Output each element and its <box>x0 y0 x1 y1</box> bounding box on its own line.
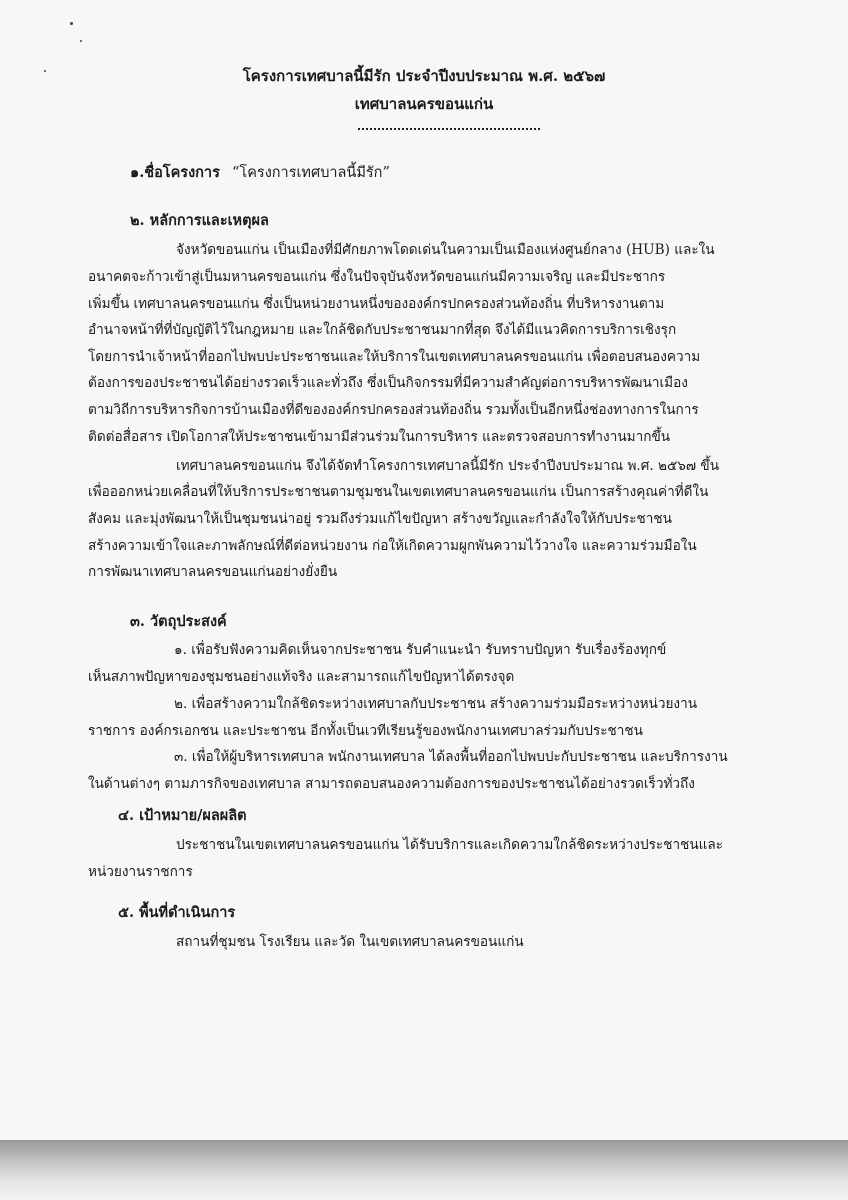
section-3-line: เห็นสภาพปัญหาของชุมชนอย่างแท้จริง และสามารถแก้ไขปัญหาได้ตรงจุด <box>88 669 515 685</box>
section-2-line: เพิ่มขึ้น เทศบาลนครขอนแก่น ซึ่งเป็นหน่วยงานหนึ่งขององค์กรปกครองส่วนท้องถิ่น ที่บริหารงานตาม <box>88 296 665 312</box>
section-2-line: โดยการนำเจ้าหน้าที่ออกไปพบปะประชาชนและให้บริการในเขตเทศบาลนครขอนแก่น เพื่อตอบสนองความ <box>88 349 701 365</box>
section-3-line: ๑. เพื่อรับฟังความคิดเห็นจากประชาชน รับคำแนะนำ รับทราบปัญหา รับเรื่องร้องทุกข์ <box>174 642 667 658</box>
section-4-heading: ๔. เป้าหมาย/ผลผลิต <box>118 807 247 824</box>
section-2-line: เทศบาลนครขอนแก่น จึงได้จัดทำโครงการเทศบาลนี้มีรัก ประจำปีงบประมาณ พ.ศ. ๒๕๖๗ ขึ้น <box>176 458 719 474</box>
section-2-line: สร้างความเข้าใจและภาพลักษณ์ที่ดีต่อหน่วยงาน ก่อให้เกิดความผูกพันความไว้วางใจ และความร่วมมือใน <box>88 538 697 554</box>
section-5-line: สถานที่ชุมชน โรงเรียน และวัด ในเขตเทศบาลนครขอนแก่น <box>176 934 524 950</box>
scan-speck <box>70 22 73 25</box>
section-2-line: สังคม และมุ่งพัฒนาให้เป็นชุมชนน่าอยู่ รวมถึงร่วมแก้ไขปัญหา สร้างขวัญและกำลังใจให้กับประชาชน <box>88 511 672 527</box>
document-title: โครงการเทศบาลนี้มีรัก ประจำปีงบประมาณ พ.ศ. ๒๕๖๗ <box>242 67 606 85</box>
section-2-line: ตามวิถีการบริหารกิจการบ้านเมืองที่ดีขององค์กรปกครองส่วนท้องถิ่น รวมทั้งเป็นอีกหนึ่งช่องทางการในการ <box>88 402 699 418</box>
section-3-line: ๓. เพื่อให้ผู้บริหารเทศบาล พนักงานเทศบาล ได้ลงพื้นที่ออกไปพบปะกับประชาชน และบริการงาน <box>174 749 728 765</box>
section-3-line: ๒. เพื่อสร้างความใกล้ชิดระหว่างเทศบาลกับประชาชน สร้างความร่วมมือระหว่างหน่วยงาน <box>174 696 697 712</box>
section-5-heading: ๕. พื้นที่ดำเนินการ <box>118 904 236 921</box>
section-2-line: ติดต่อสื่อสาร เปิดโอกาสให้ประชาชนเข้ามามีส่วนร่วมในการบริหาร และตรวจสอบการทำงานมากขึ้น <box>88 429 671 445</box>
section-3-line: ในด้านต่างๆ ตามภารกิจของเทศบาล สามารถตอบสนองความต้องการของประชาชนได้อย่างรวดเร็วทั่วถึง <box>88 776 695 792</box>
section-2-line: การพัฒนาเทศบาลนครขอนแก่นอย่างยั่งยืน <box>88 564 338 580</box>
section-1-heading: ๑.ชื่อโครงการ <box>130 164 220 181</box>
project-name: “โครงการเทศบาลนี้มีรัก” <box>232 165 390 181</box>
document-subtitle: เทศบาลนครขอนแก่น <box>354 95 494 113</box>
section-2-line: เพื่อออกหน่วยเคลื่อนที่ให้บริการประชาชนตามชุมชนในเขตเทศบาลนครขอนแก่น เป็นการสร้างคุณค่าที่ดีใน <box>88 484 709 500</box>
section-2-line: จังหวัดขอนแก่น เป็นเมืองที่มีศักยภาพโดดเด่นในความเป็นเมืองแห่งศูนย์กลาง (HUB) และใน <box>176 242 715 258</box>
title-dotted-rule <box>358 128 540 130</box>
scan-speck <box>80 40 82 42</box>
section-3-line: ราชการ องค์กรเอกชน และประชาชน อีกทั้งเป็นเวทีเรียนรู้ของพนักงานเทศบาลร่วมกับประชาชน <box>88 723 643 739</box>
section-2-line: ต้องการของประชาชนได้อย่างรวดเร็วและทั่วถึง ซึ่งเป็นกิจกรรมที่มีความสำคัญต่อการบริหารพัฒนาเมือง <box>88 375 688 391</box>
section-2-line: อำนาจหน้าที่ที่บัญญัติไว้ในกฎหมาย และใกล้ชิดกับประชาชนมากที่สุด จึงได้มีแนวคิดการบริการเชิงรุก <box>88 322 677 338</box>
section-2-heading: ๒. หลักการและเหตุผล <box>130 212 269 229</box>
section-3-heading: ๓. วัตถุประสงค์ <box>130 613 227 630</box>
section-2-line: อนาคตจะก้าวเข้าสู่เป็นมหานครขอนแก่น ซึ่งในปัจจุบันจังหวัดขอนแก่นมีความเจริญ และมีประชากร <box>88 269 666 285</box>
section-4-line: ประชาชนในเขตเทศบาลนครขอนแก่น ได้รับบริการและเกิดความใกล้ชิดระหว่างประชาชนและ <box>176 837 724 853</box>
scan-bottom-edge <box>0 1140 848 1200</box>
section-4-line: หน่วยงานราชการ <box>88 864 193 880</box>
